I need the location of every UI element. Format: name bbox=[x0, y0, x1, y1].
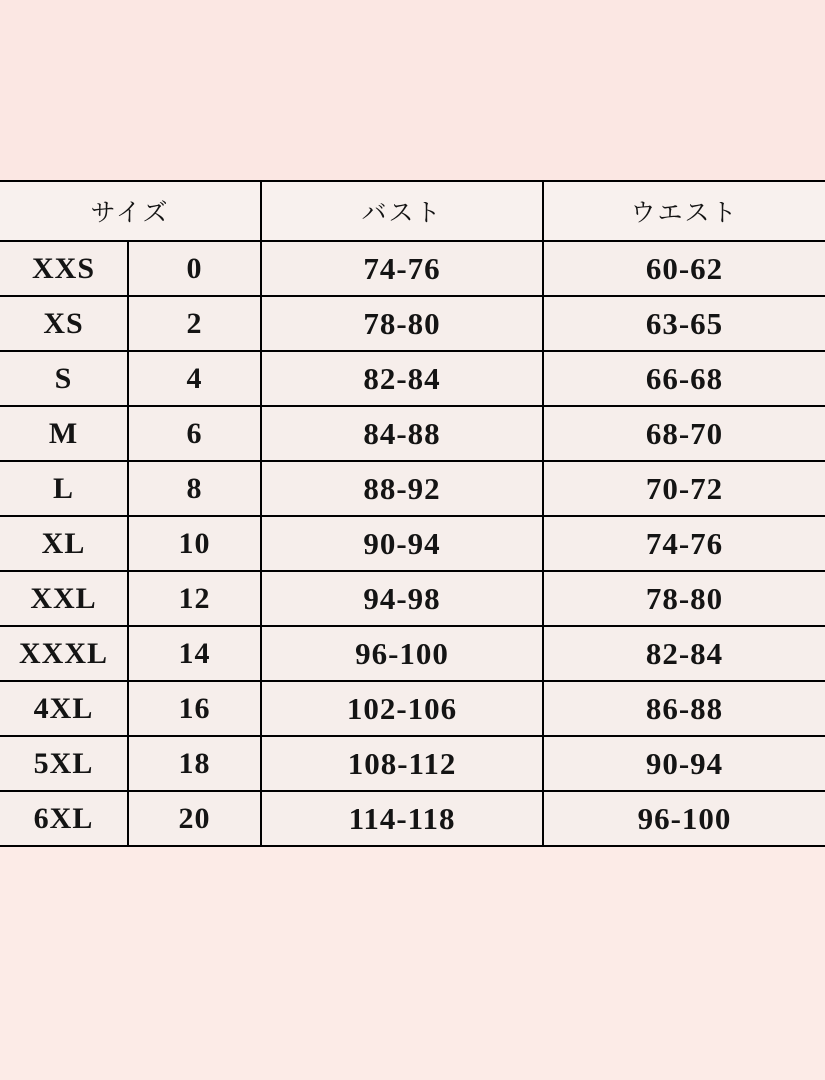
table-row bbox=[0, 461, 825, 516]
cell-waist: 70-72 bbox=[543, 461, 825, 516]
cell-size: XXL bbox=[0, 571, 128, 626]
table-row bbox=[0, 571, 825, 626]
cell-bust: 114-118 bbox=[261, 791, 543, 846]
cell-bust: 108-112 bbox=[261, 736, 543, 791]
cell-number: 14 bbox=[128, 626, 261, 681]
table-row bbox=[0, 736, 825, 791]
cell-size: 5XL bbox=[0, 736, 128, 791]
cell-number: 16 bbox=[128, 681, 261, 736]
cell-number: 10 bbox=[128, 516, 261, 571]
cell-waist: 74-76 bbox=[543, 516, 825, 571]
table-row bbox=[0, 296, 825, 351]
cell-waist: 82-84 bbox=[543, 626, 825, 681]
table-row bbox=[0, 406, 825, 461]
cell-waist: 60-62 bbox=[543, 241, 825, 296]
cell-number: 18 bbox=[128, 736, 261, 791]
cell-size: S bbox=[0, 351, 128, 406]
cell-size: L bbox=[0, 461, 128, 516]
cell-waist: 66-68 bbox=[543, 351, 825, 406]
cell-bust: 90-94 bbox=[261, 516, 543, 571]
cell-size: 4XL bbox=[0, 681, 128, 736]
table-row bbox=[0, 516, 825, 571]
cell-size: XXS bbox=[0, 241, 128, 296]
cell-size: 6XL bbox=[0, 791, 128, 846]
column-header-size: サイズ bbox=[0, 181, 261, 241]
cell-waist: 96-100 bbox=[543, 791, 825, 846]
table-row bbox=[0, 626, 825, 681]
top-background-band bbox=[0, 0, 825, 180]
cell-size: M bbox=[0, 406, 128, 461]
table-row bbox=[0, 241, 825, 296]
column-header-bust: バスト bbox=[261, 181, 543, 241]
cell-size: XL bbox=[0, 516, 128, 571]
cell-bust: 88-92 bbox=[261, 461, 543, 516]
table-body bbox=[0, 241, 825, 846]
table-row bbox=[0, 791, 825, 846]
cell-bust: 82-84 bbox=[261, 351, 543, 406]
cell-bust: 102-106 bbox=[261, 681, 543, 736]
cell-waist: 78-80 bbox=[543, 571, 825, 626]
cell-number: 4 bbox=[128, 351, 261, 406]
cell-size: XS bbox=[0, 296, 128, 351]
cell-number: 20 bbox=[128, 791, 261, 846]
cell-number: 8 bbox=[128, 461, 261, 516]
cell-waist: 86-88 bbox=[543, 681, 825, 736]
table-row bbox=[0, 681, 825, 736]
table-header-row bbox=[0, 181, 825, 241]
cell-bust: 78-80 bbox=[261, 296, 543, 351]
cell-number: 12 bbox=[128, 571, 261, 626]
table-row bbox=[0, 351, 825, 406]
cell-waist: 68-70 bbox=[543, 406, 825, 461]
cell-number: 2 bbox=[128, 296, 261, 351]
cell-bust: 94-98 bbox=[261, 571, 543, 626]
cell-bust: 84-88 bbox=[261, 406, 543, 461]
cell-number: 0 bbox=[128, 241, 261, 296]
column-header-waist: ウエスト bbox=[543, 181, 825, 241]
size-chart-table bbox=[0, 180, 825, 847]
cell-bust: 74-76 bbox=[261, 241, 543, 296]
cell-size: XXXL bbox=[0, 626, 128, 681]
bottom-background-band bbox=[0, 824, 825, 1080]
cell-number: 6 bbox=[128, 406, 261, 461]
cell-bust: 96-100 bbox=[261, 626, 543, 681]
cell-waist: 90-94 bbox=[543, 736, 825, 791]
cell-waist: 63-65 bbox=[543, 296, 825, 351]
table-header bbox=[0, 181, 825, 241]
